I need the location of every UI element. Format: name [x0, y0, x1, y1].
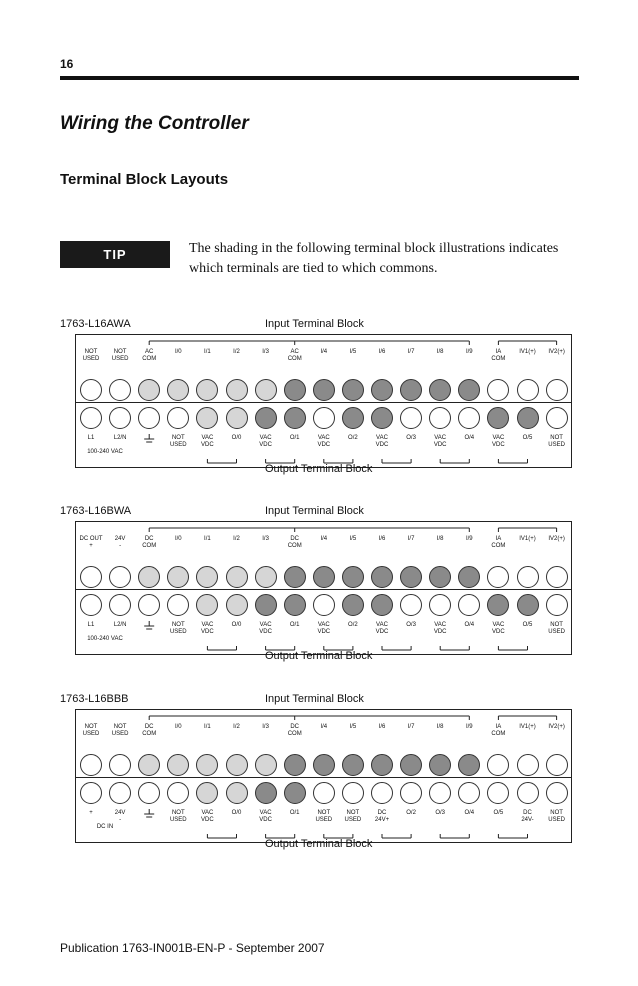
input-terminal-screw [313, 566, 335, 588]
output-terminal-label: VAC VDC [259, 810, 272, 823]
output-terminal-screw [284, 594, 306, 616]
output-terminal-label: NOT USED [315, 810, 333, 823]
input-terminal-label: I/3 [262, 536, 269, 542]
input-terminal-screw [313, 754, 335, 776]
input-terminal-label: I/8 [436, 536, 444, 542]
output-terminal-screw [371, 407, 393, 429]
input-terminal-screw [342, 566, 364, 588]
output-terminal-screw [371, 594, 393, 616]
output-terminal-label: O/4 [464, 810, 475, 816]
output-terminal-label: L1 [87, 435, 95, 441]
power-supply-label: 100-240 VAC [87, 449, 123, 455]
input-terminal-label: I/0 [174, 724, 182, 730]
output-terminal-label: O/2 [406, 810, 416, 816]
input-terminal-label: I/3 [262, 349, 269, 355]
input-terminal-label: IA COM [491, 724, 506, 737]
output-terminal-label: DC 24V+ [374, 810, 390, 823]
output-terminal-label: VAC VDC [492, 622, 505, 635]
header-rule [60, 76, 579, 80]
input-terminal-label: I/9 [465, 724, 473, 730]
input-terminal-label: DC COM [287, 724, 302, 737]
input-terminal-label: IV1(+) [519, 724, 536, 730]
input-terminal-label: 24V - [114, 536, 126, 549]
output-terminal-label: L1 [87, 622, 95, 628]
output-terminal-screw [255, 594, 277, 616]
input-terminal-label: AC COM [287, 349, 302, 362]
output-terminal-label: VAC VDC [317, 435, 331, 448]
output-terminal-label: O/5 [493, 810, 504, 816]
input-terminal-label: I/9 [465, 536, 473, 542]
output-terminal-screw [313, 782, 335, 804]
footer-publication: Publication 1763-IN001B-EN-P - September 2007 [60, 941, 325, 955]
output-terminal-label: O/1 [289, 810, 300, 816]
output-terminal-screw [517, 782, 539, 804]
output-terminal-screw [342, 594, 364, 616]
input-terminal-label: IV2(+) [548, 349, 565, 355]
input-terminal-label: I/0 [174, 536, 182, 542]
output-terminal-screw [255, 407, 277, 429]
output-terminal-screw [313, 594, 335, 616]
output-terminal-label: L2/N [113, 435, 127, 441]
input-terminal-screw [226, 379, 248, 401]
output-terminal-screw [400, 782, 422, 804]
output-terminal-label: 24V - [114, 810, 126, 823]
output-terminal-screw [517, 407, 539, 429]
output-terminal-label: NOT USED [548, 810, 565, 823]
input-terminal-label: IA COM [491, 536, 506, 549]
input-terminal-label: NOT USED [111, 724, 129, 737]
output-terminal-label: NOT USED [169, 435, 187, 448]
output-terminal-label: O/4 [464, 435, 475, 441]
input-terminal-screw [255, 566, 277, 588]
input-terminal-label: I/3 [262, 724, 269, 730]
input-terminal-screw [284, 566, 306, 588]
output-terminal-label: VAC VDC [259, 622, 272, 635]
output-terminal-label: NOT USED [169, 622, 187, 635]
output-terminal-screw [546, 594, 568, 616]
model-label: 1763-L16AWA [60, 318, 131, 330]
tip-text: The shading in the following terminal block illustrations indicates which terminals are tied to which commons. [189, 241, 559, 276]
input-terminal-label: DC OUT + [79, 536, 103, 549]
page-title: Wiring the Controller [60, 113, 249, 134]
input-terminal-label: IV2(+) [548, 724, 565, 730]
input-terminal-label: I/4 [320, 349, 328, 355]
output-terminal-screw [284, 782, 306, 804]
output-terminal-label: O/0 [231, 622, 242, 628]
output-terminal-label: L2/N [113, 622, 127, 628]
input-block-caption: Input Terminal Block [265, 318, 364, 330]
input-terminal-label: I/0 [174, 349, 182, 355]
page-number: 16 [60, 57, 74, 71]
output-block-caption: Output Terminal Block [265, 650, 373, 662]
input-terminal-screw [80, 566, 102, 588]
output-terminal-label: O/3 [406, 435, 416, 441]
output-terminal-screw [80, 407, 102, 429]
input-terminal-label: DC COM [142, 724, 157, 737]
input-terminal-screw [517, 754, 539, 776]
power-supply-label: 100-240 VAC [87, 636, 123, 642]
input-terminal-screw [284, 754, 306, 776]
output-terminal-label: VAC VDC [433, 435, 447, 448]
input-terminal-screw [342, 379, 364, 401]
input-terminal-screw [80, 379, 102, 401]
output-terminal-screw [109, 594, 131, 616]
input-block-caption: Input Terminal Block [265, 693, 364, 705]
output-terminal-screw [342, 782, 364, 804]
input-terminal-label: IV2(+) [548, 536, 565, 542]
input-terminal-label: I/6 [378, 349, 386, 355]
input-terminal-label: I/6 [378, 724, 386, 730]
output-terminal-label: O/5 [522, 435, 533, 441]
input-terminal-label: I/2 [233, 724, 240, 730]
input-terminal-label: I/8 [436, 349, 444, 355]
power-supply-label: DC IN [96, 824, 114, 830]
output-terminal-screw [109, 407, 131, 429]
input-terminal-label: I/9 [465, 349, 473, 355]
output-terminal-label: NOT USED [344, 810, 362, 823]
input-terminal-label: AC COM [142, 349, 157, 362]
output-terminal-screw [226, 782, 248, 804]
input-terminal-screw [546, 754, 568, 776]
input-terminal-screw [109, 379, 131, 401]
output-terminal-label: VAC VDC [201, 622, 214, 635]
input-terminal-label: NOT USED [82, 349, 100, 362]
input-terminal-label: I/4 [320, 536, 328, 542]
input-terminal-label: I/2 [233, 349, 240, 355]
input-terminal-block [75, 334, 572, 408]
input-terminal-screw [284, 379, 306, 401]
output-terminal-label: O/2 [348, 622, 358, 628]
model-label: 1763-L16BBB [60, 693, 129, 705]
input-terminal-label: IV1(+) [519, 349, 536, 355]
output-terminal-label: VAC VDC [433, 622, 447, 635]
input-terminal-screw [80, 754, 102, 776]
input-terminal-label: I/1 [204, 536, 211, 542]
output-terminal-label: VAC VDC [259, 435, 272, 448]
output-terminal-screw [255, 782, 277, 804]
output-terminal-screw [109, 782, 131, 804]
input-terminal-label: I/6 [378, 536, 386, 542]
input-terminal-label: I/2 [233, 536, 240, 542]
output-terminal-screw [546, 782, 568, 804]
output-terminal-screw [313, 407, 335, 429]
output-terminal-screw [226, 407, 248, 429]
input-terminal-label: DC COM [287, 536, 302, 549]
output-terminal-label: O/4 [464, 622, 475, 628]
input-terminal-screw [342, 754, 364, 776]
input-terminal-screw [109, 754, 131, 776]
output-terminal-label: NOT USED [548, 435, 565, 448]
output-terminal-screw [517, 594, 539, 616]
input-terminal-screw [371, 566, 393, 588]
output-terminal-label: VAC VDC [375, 622, 389, 635]
output-terminal-label: O/2 [348, 435, 358, 441]
input-terminal-screw [400, 754, 422, 776]
output-terminal-label: O/3 [406, 622, 416, 628]
input-terminal-screw [371, 754, 393, 776]
output-terminal-label: VAC VDC [317, 622, 331, 635]
input-terminal-screw [517, 566, 539, 588]
input-terminal-screw [226, 754, 248, 776]
input-terminal-label: I/5 [349, 349, 357, 355]
input-terminal-screw [546, 566, 568, 588]
output-terminal-label: NOT USED [548, 622, 565, 635]
output-terminal-screw [342, 407, 364, 429]
output-terminal-screw [284, 407, 306, 429]
output-terminal-label: VAC VDC [201, 435, 214, 448]
input-terminal-screw [109, 566, 131, 588]
input-terminal-label: I/4 [320, 724, 328, 730]
output-terminal-screw [400, 407, 422, 429]
input-terminal-label: I/5 [349, 724, 357, 730]
input-terminal-label: I/5 [349, 536, 357, 542]
input-terminal-screw [517, 379, 539, 401]
input-terminal-screw [371, 379, 393, 401]
input-terminal-screw [226, 566, 248, 588]
output-terminal-screw [80, 594, 102, 616]
input-terminal-label: I/8 [436, 724, 444, 730]
input-terminal-screw [546, 379, 568, 401]
input-terminal-label: I/1 [204, 349, 211, 355]
input-terminal-label: NOT USED [111, 349, 129, 362]
output-terminal-label: O/1 [289, 622, 300, 628]
input-terminal-label: IV1(+) [519, 536, 536, 542]
input-terminal-screw [255, 379, 277, 401]
input-terminal-label: IA COM [491, 349, 506, 362]
tip-badge: TIP [60, 241, 170, 268]
output-terminal-label: DC 24V- [521, 810, 534, 823]
input-terminal-label: I/1 [204, 724, 211, 730]
input-terminal-label: I/7 [407, 349, 415, 355]
output-block-caption: Output Terminal Block [265, 838, 373, 850]
input-terminal-label: I/7 [407, 724, 415, 730]
output-terminal-block [75, 402, 572, 468]
input-terminal-screw [313, 379, 335, 401]
input-block-caption: Input Terminal Block [265, 505, 364, 517]
output-terminal-label: VAC VDC [492, 435, 505, 448]
output-block-caption: Output Terminal Block [265, 463, 373, 475]
section-title: Terminal Block Layouts [60, 171, 229, 188]
input-terminal-label: NOT USED [82, 724, 100, 737]
output-terminal-screw [80, 782, 102, 804]
output-terminal-block [75, 589, 572, 655]
output-terminal-label: VAC VDC [375, 435, 389, 448]
output-terminal-block [75, 777, 572, 843]
output-terminal-label: O/5 [522, 622, 533, 628]
input-terminal-block [75, 521, 572, 595]
input-terminal-screw [400, 379, 422, 401]
input-terminal-label: I/7 [407, 536, 415, 542]
input-terminal-label: DC COM [142, 536, 157, 549]
output-terminal-label: + [89, 810, 93, 816]
output-terminal-label: O/0 [231, 435, 242, 441]
output-terminal-label: O/1 [289, 435, 300, 441]
input-terminal-screw [255, 754, 277, 776]
output-terminal-screw [371, 782, 393, 804]
input-terminal-block [75, 709, 572, 783]
output-terminal-label: O/3 [435, 810, 446, 816]
output-terminal-label: O/0 [231, 810, 242, 816]
output-terminal-screw [226, 594, 248, 616]
model-label: 1763-L16BWA [60, 505, 132, 517]
output-terminal-label: NOT USED [169, 810, 187, 823]
input-terminal-screw [400, 566, 422, 588]
output-terminal-screw [400, 594, 422, 616]
output-terminal-screw [546, 407, 568, 429]
output-terminal-label: VAC VDC [201, 810, 214, 823]
